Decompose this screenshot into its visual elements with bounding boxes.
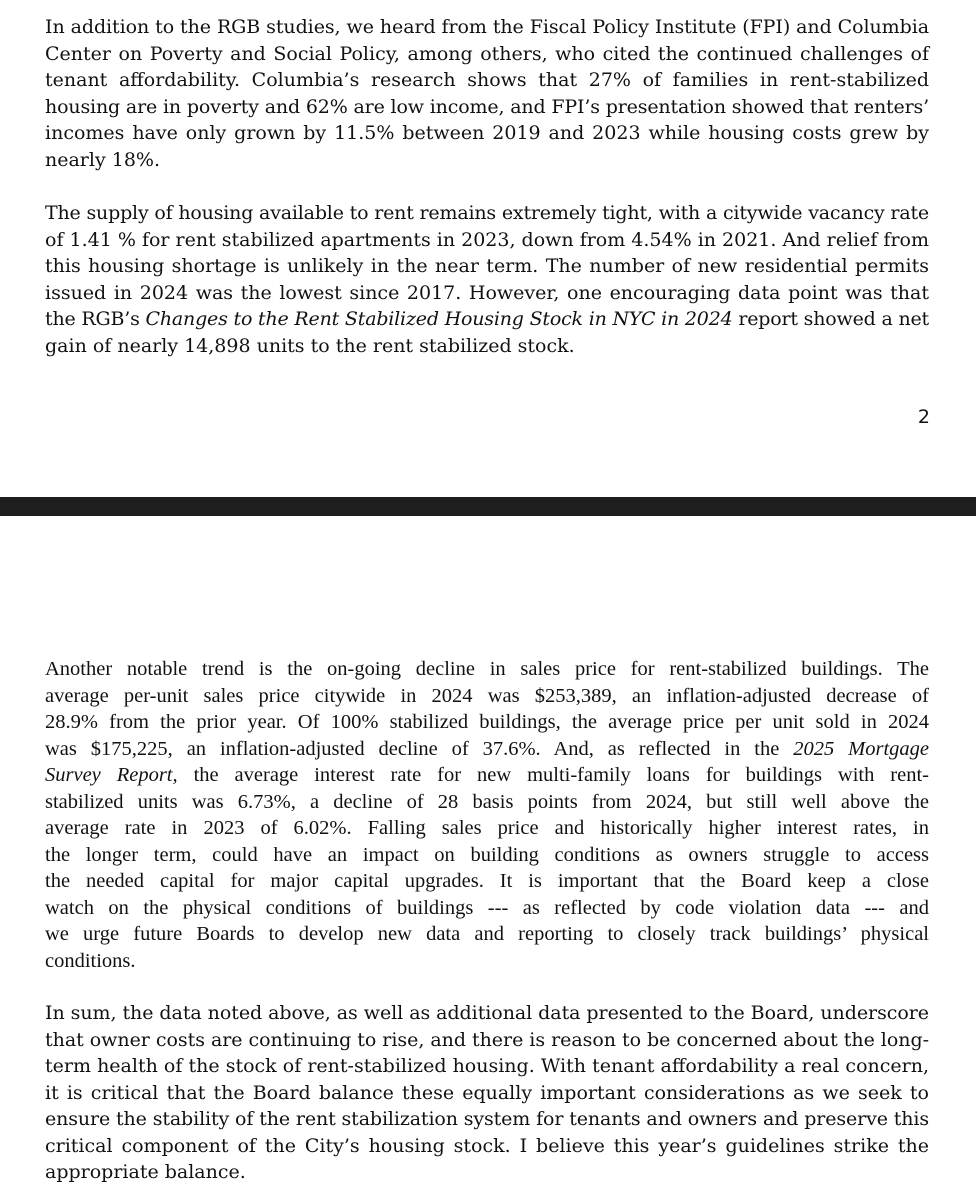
document-page-lower [0, 516, 976, 1200]
report-title-italic: Changes to the Rent Stabilized Housing Stock in NYC in 2024 [145, 308, 733, 330]
text-line: we urge future Boards to develop new data and reporting to closely track buildings’ physical [45, 923, 929, 945]
paragraph-conclusion [45, 1000, 929, 1186]
report-title-italic: Survey Report, [45, 764, 178, 786]
text-line: of 1.41 % for rent stabilized apartments in 2023, down from 4.54% in 2021. And relief from [45, 228, 929, 251]
text-line: that owner costs are continuing to rise, and there is reason to be concerned about the long- [45, 1028, 929, 1051]
text-line [45, 762, 929, 789]
text-line: Center on Poverty and Social Policy, among others, who cited the continued challenges of [45, 42, 929, 65]
text-line: gain of nearly 14,898 units to the rent stabilized stock. [45, 334, 575, 357]
text-line: term health of the stock of rent-stabilized housing. With tenant affordability a real concern, [45, 1055, 929, 1077]
text-line: the needed capital for major capital upgrades. It is important that the Board keep a close [45, 870, 929, 892]
text-line: In sum, the data noted above, as well as additional data presented to the Board, underscore [45, 1002, 929, 1024]
page-break-divider [0, 497, 976, 516]
text-line: the longer term, could have an impact on building conditions as owners struggle to access [45, 843, 929, 866]
text-line: conditions. [45, 949, 136, 972]
text-line: watch on the physical conditions of buildings --- as reflected by code violation data --- and [45, 896, 929, 919]
text-line: In addition to the RGB studies, we heard from the Fiscal Policy Institute (FPI) and Columbia [45, 16, 929, 38]
text-line: housing are in poverty and 62% are low income, and FPI’s presentation showed that renters’ [45, 95, 929, 118]
paragraph-sales-price-trend [45, 656, 929, 974]
text-line: Another notable trend is the on-going decline in sales price for rent-stabilized buildings. The [45, 658, 929, 680]
text-fragment: the average interest rate for new multi-family loans for buildings with rent- [177, 764, 929, 786]
text-line: average rate in 2023 of 6.02%. Falling sales price and historically higher interest rates, in [45, 817, 929, 839]
text-fragment: report showed a net [732, 308, 929, 330]
page-number: 2 [917, 406, 930, 428]
text-fragment: the RGB’s [45, 308, 146, 330]
text-fragment: was $175,225, an inflation-adjusted decline of 37.6%. And, as reflected in the [45, 737, 794, 760]
text-line: average per-unit sales price citywide in 2024 was $253,389, an inflation-adjusted decrease of [45, 684, 929, 707]
text-line: critical component of the City’s housing stock. I believe this year’s guidelines strike the [45, 1134, 929, 1157]
text-line: stabilized units was 6.73%, a decline of 28 basis points from 2024, but still well above the [45, 790, 929, 813]
text-line: nearly 18%. [45, 148, 161, 171]
text-line [45, 306, 929, 333]
paragraph-fpi-columbia [45, 14, 929, 173]
text-line: appropriate balance. [45, 1161, 246, 1183]
text-line: 28.9% from the prior year. Of 100% stabilized buildings, the average price per unit sold in 2024 [45, 711, 929, 733]
text-line: it is critical that the Board balance these equally important considerations as we seek to [45, 1081, 929, 1104]
text-line: ensure the stability of the rent stabilization system for tenants and owners and preserve this [45, 1108, 929, 1130]
text-line: this housing shortage is unlikely in the near term. The number of new residential permits [45, 255, 929, 277]
text-line [45, 736, 929, 763]
report-title-italic: 2025 Mortgage [793, 737, 929, 760]
document-page-upper [0, 0, 976, 497]
text-line: The supply of housing available to rent remains extremely tight, with a citywide vacancy rate [45, 202, 929, 224]
paragraph-housing-supply [45, 200, 929, 359]
text-line: issued in 2024 was the lowest since 2017. However, one encouraging data point was that [45, 281, 929, 304]
text-line: incomes have only grown by 11.5% between 2019 and 2023 while housing costs grew by [45, 122, 929, 144]
text-line: tenant affordability. Columbia’s research shows that 27% of families in rent-stabilized [45, 69, 929, 91]
